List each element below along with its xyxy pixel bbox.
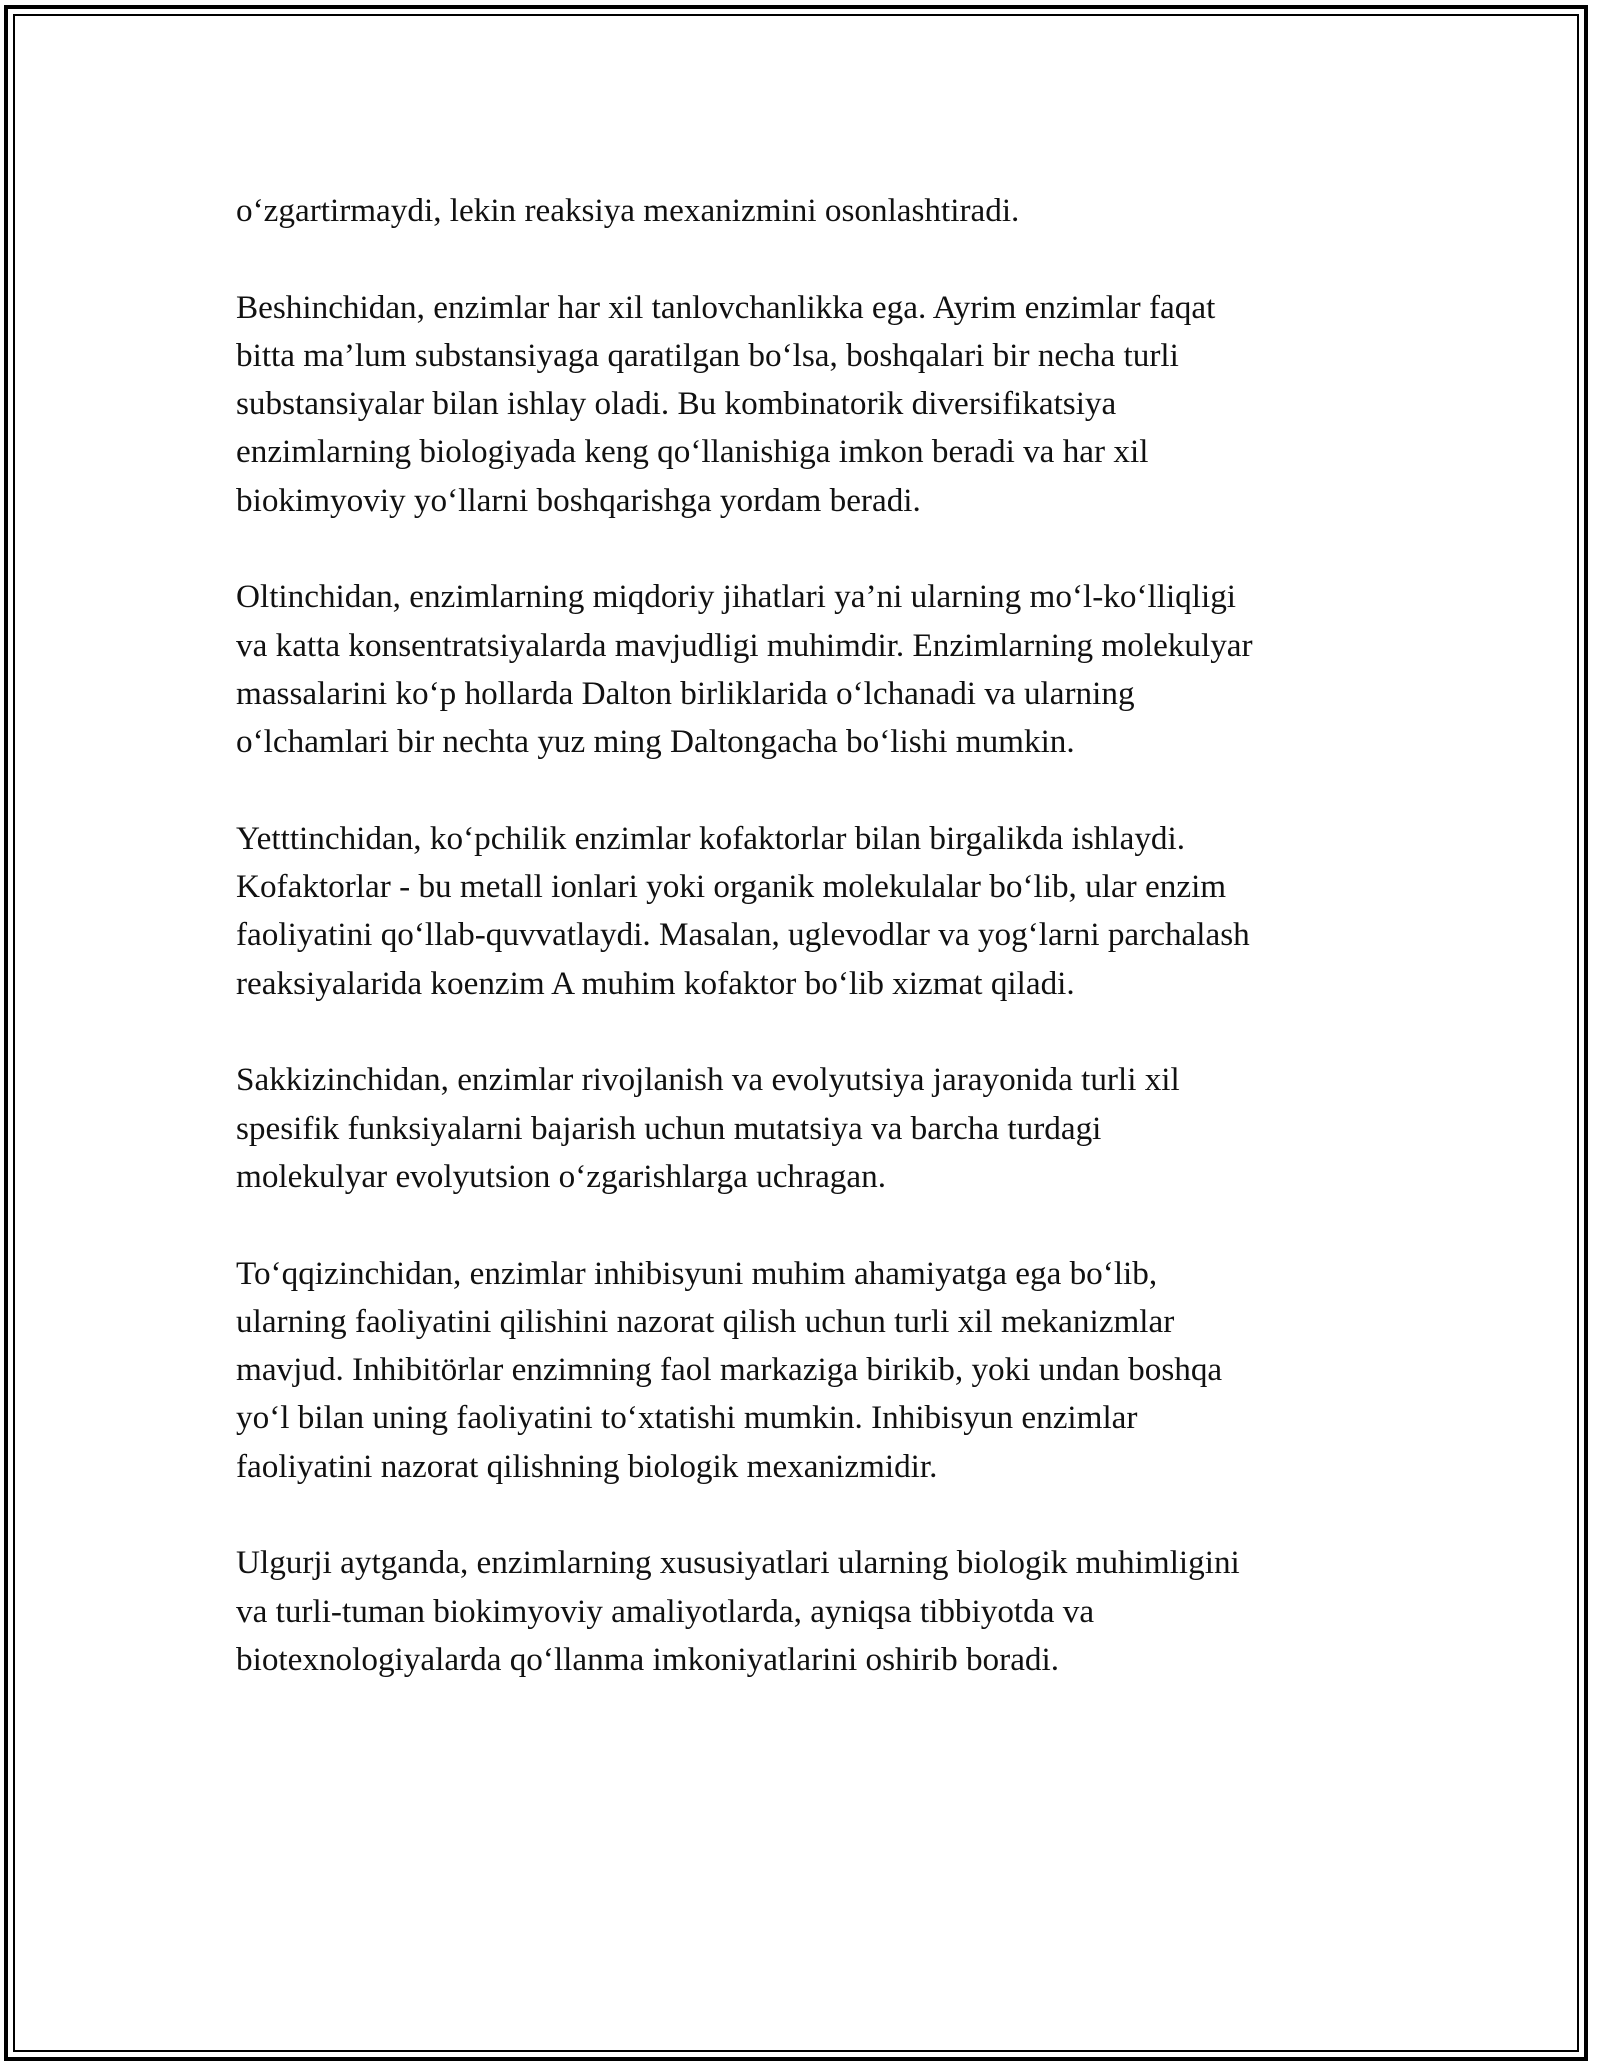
paragraph-ninth: To‘qqizinchidan, enzimlar inhibisyuni muhim ahamiyatga ega bo‘lib, ularning faoliyatini qilishini nazorat qilish uchun turli xil mekanizmlar mavjud. Inhibitörlar enzimning faol markaziga birikib, yoki undan boshqa yo‘l bilan uning faoliyatini to‘xtatishi mumkin. Inhibisyun enzimlar faoliyatini nazorat qilishning biologik mexanizmidir. xyxy=(236,1254,1223,1485)
paragraph-seventh: Yetttinchidan, ko‘pchilik enzimlar kofaktorlar bilan birgalikda ishlaydi. Kofaktorlar - bu metall ionlari yoki organik molekulalar bo‘lib, ular enzim faoliyatini qo‘llab-quvvatlaydi. Masalan, uglevodlar va yog‘larni parchalash reaksiyalarida koenzim A muhim kofaktor bo‘lib xizmat qiladi. xyxy=(236,819,1250,1002)
document-body xyxy=(236,187,1376,1733)
paragraph-sixth: Oltinchidan, enzimlarning miqdoriy jihatlari ya’ni ularning mo‘l-ko‘lliqligi va katta konsentratsiyalarda mavjudligi muhimdir. Enzimlarning molekulyar massalarini ko‘p hollarda Dalton birliklarida o‘lchanadi va ularning o‘lchamlari bir nechta yuz ming Daltongacha bo‘lishi mumkin. xyxy=(236,578,1253,761)
paragraph-continuation: o‘zgartirmaydi, lekin reaksiya mexanizmini osonlashtiradi. xyxy=(236,192,1020,229)
paragraph-conclusion: Ulgurji aytganda, enzimlarning xususiyatlari ularning biologik muhimligini va turli-tuman biokimyoviy amaliyotlarda, ayniqsa tibbiyotda va biotexnologiyalarda qo‘llanma imkoniyatlarini oshirib boradi. xyxy=(236,1544,1240,1678)
paragraph-fifth: Beshinchidan, enzimlar har xil tanlovchanlikka ega. Ayrim enzimlar faqat bitta ma’lum substansiyaga qaratilgan bo‘lsa, boshqalari bir necha turli substansiyalar bilan ishlay oladi. Bu kombinatorik diversifikatsiya enzimlarning biologiyada keng qo‘llanishiga imkon beradi va har xil biokimyoviy yo‘llarni boshqarishga yordam beradi. xyxy=(236,288,1216,519)
paragraph-eighth: Sakkizinchidan, enzimlar rivojlanish va evolyutsiya jarayonida turli xil spesifik funksiyalarni bajarish uchun mutatsiya va barcha turdagi molekulyar evolyutsion o‘zgarishlarga uchragan. xyxy=(236,1061,1180,1195)
